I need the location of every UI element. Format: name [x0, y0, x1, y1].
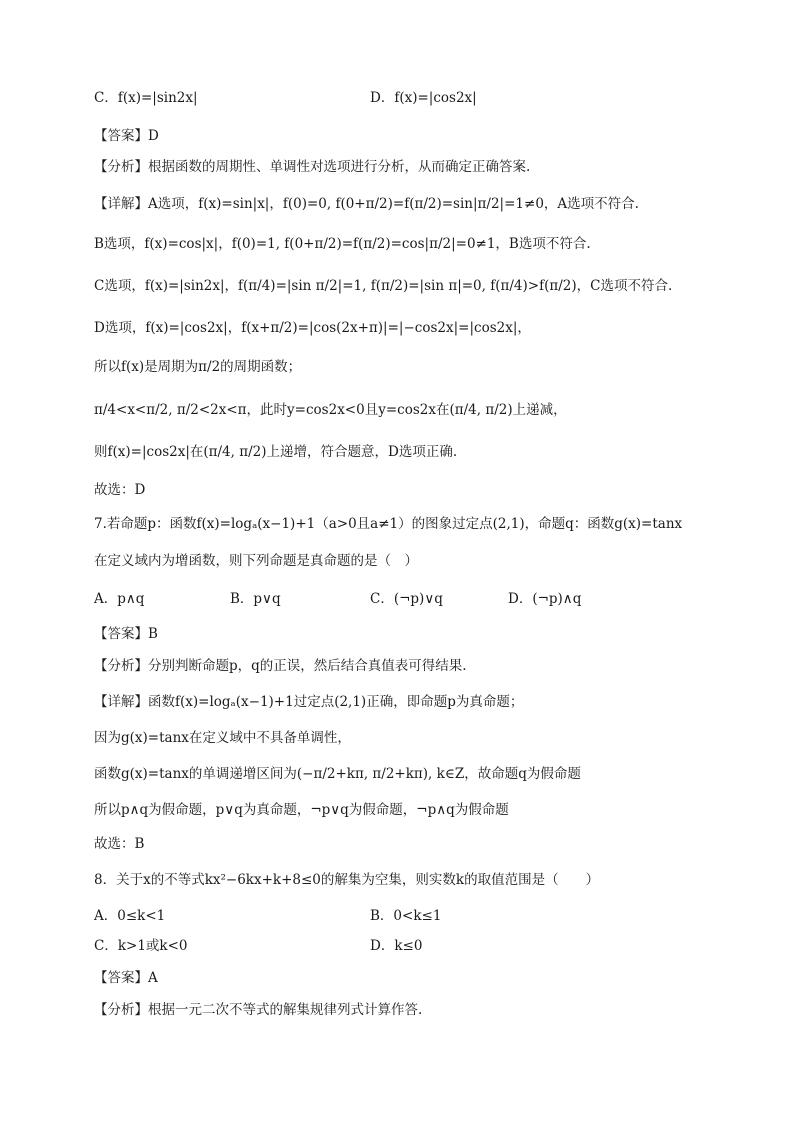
document-line: D选项，f(x)=|cos2x|，f(x+π/2)=|cos(2x+π)|=|−cos2x|=|cos2x|，: [94, 320, 531, 336]
document-line: 故选：B: [94, 836, 145, 852]
option-text: A．0≤k<1: [94, 908, 166, 924]
document-line: 所以p∧q为假命题，p∨q为真命题，¬p∨q为假命题，¬p∧q为假命题: [94, 802, 509, 818]
document-line: 故选：D: [94, 482, 146, 498]
document-line: 则f(x)=|cos2x|在(π/4, π/2)上递增，符合题意，D选项正确.: [94, 444, 458, 460]
option-text: A．p∧q: [94, 591, 145, 607]
option-text: B．0<k≤1: [370, 908, 442, 924]
option-text: D．(¬p)∧q: [508, 591, 582, 607]
option-text: D．k≤0: [370, 938, 423, 954]
document-line: 【分析】根据一元二次不等式的解集规律列式计算作答.: [94, 1002, 423, 1018]
document-line: 【分析】分别判断命题p，q的正误，然后结合真值表可得结果.: [94, 658, 467, 674]
document-line: C选项，f(x)=|sin2x|，f(π/4)=|sin π/2|=1, f(π/2)=|sin π|=0, f(π/4)>f(π/2)，C选项不符合.: [94, 278, 673, 294]
document-line: 【分析】根据函数的周期性、单调性对选项进行分析，从而确定正确答案.: [94, 159, 531, 175]
document-line: 在定义域内为增函数，则下列命题是真命题的是（ ）: [94, 553, 418, 569]
document-line: 【详解】函数f(x)=logₐ(x−1)+1过定点(2,1)正确，即命题p为真命题；: [94, 694, 524, 710]
document-line: 【答案】D: [94, 128, 159, 144]
document-line: 所以f(x)是周期为π/2的周期函数；: [94, 359, 302, 375]
document-line: 【详解】A选项，f(x)=sin|x|，f(0)=0, f(0+π/2)=f(π/2)=sin|π/2|=1≠0，A选项不符合.: [94, 196, 639, 212]
option-text: C．f(x)=|sin2x|: [94, 90, 198, 106]
document-line: 8．关于x的不等式kx²−6kx+k+8≤0的解集为空集，则实数k的取值范围是（ ）: [94, 872, 600, 888]
option-text: B．p∨q: [230, 591, 281, 607]
document-line: 【答案】A: [94, 970, 158, 986]
option-text: C．k>1或k<0: [94, 938, 188, 954]
document-line: 【答案】B: [94, 626, 158, 642]
document-line: 函数g(x)=tanx的单调递增区间为(−π/2+kπ, π/2+kπ), k∈Z，故命题q为假命题: [94, 766, 581, 782]
option-text: C．(¬p)∨q: [370, 591, 443, 607]
document-line: 因为g(x)=tanx在定义域中不具备单调性，: [94, 730, 351, 746]
document-line: 7.若命题p：函数f(x)=logₐ(x−1)+1（a>0且a≠1）的图象过定点(2,1)，命题q：函数g(x)=tanx: [94, 516, 683, 532]
document-line: B选项，f(x)=cos|x|，f(0)=1, f(0+π/2)=f(π/2)=cos|π/2|=0≠1，B选项不符合.: [94, 236, 591, 252]
document-line: π/4<x<π/2, π/2<2x<π，此时y=cos2x<0且y=cos2x在(π/4, π/2)上递减，: [94, 402, 567, 418]
option-text: D．f(x)=|cos2x|: [370, 90, 477, 106]
